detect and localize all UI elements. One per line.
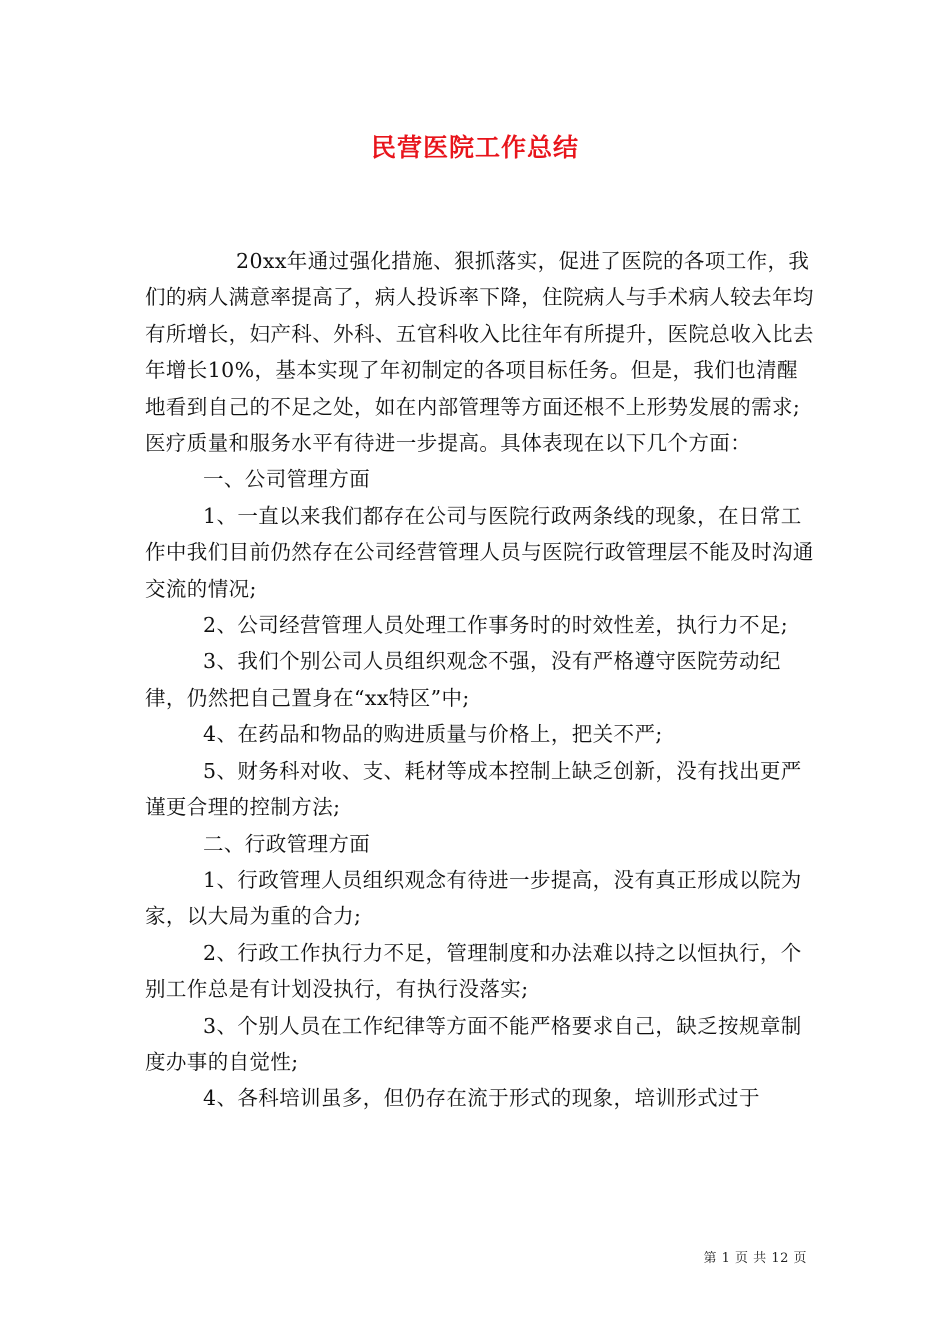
section-heading-company: 一、公司管理方面 <box>203 467 371 492</box>
list-item: 2、行政工作执行力不足，管理制度和办法难以持之以恒执行，个别工作总是有计划没执行，有执行没落实; <box>145 940 802 1002</box>
list-item: 3、我们个别公司人员组织观念不强，没有严格遵守医院劳动纪律，仍然把自己置身在“xx特区”中; <box>145 649 781 710</box>
document-title: 民营医院工作总结 <box>370 133 579 162</box>
list-item: 4、在药品和物品的购进质量与价格上，把关不严; <box>203 722 663 747</box>
document-body <box>145 243 815 1117</box>
page-number: 第 1 页 共 12 页 <box>703 1251 807 1266</box>
list-item: 1、行政管理人员组织观念有待进一步提高，没有真正形成以院为家，以大局为重的合力; <box>145 867 802 929</box>
list-item: 1、一直以来我们都存在公司与医院行政两条线的现象，在日常工作中我们目前仍然存在公司经营管理人员与医院行政管理层不能及时沟通交流的情况; <box>145 503 814 601</box>
list-item: 4、各科培训虽多，但仍存在流于形式的现象，培训形式过于 <box>203 1086 760 1111</box>
list-item: 2、公司经营管理人员处理工作事务时的时效性差，执行力不足; <box>203 613 789 638</box>
list-item: 5、财务科对收、支、耗材等成本控制上缺乏创新，没有找出更严谨更合理的控制方法; <box>145 758 802 820</box>
list-item: 3、个别人员在工作纪律等方面不能严格要求自己，缺乏按规章制度办事的自觉性; <box>145 1013 802 1074</box>
section-heading-admin: 二、行政管理方面 <box>203 831 371 856</box>
intro-paragraph: 20xx年通过强化措施、狠抓落实，促进了医院的各项工作，我们的病人满意率提高了，病人投诉率下降，住院病人与手术病人较去年均有所增长，妇产科、外科、五官科收入比往年有所提升，医院总收入比去年增长10%，基本实现了年初制定的各项目标任务。但是，我们也清醒地看到自己的不足之处，如在内部管理等方面还根不上形势发展的需求;医疗质量和服务水平有待进一步提高。具体表现在以下几个方面： <box>145 249 814 456</box>
